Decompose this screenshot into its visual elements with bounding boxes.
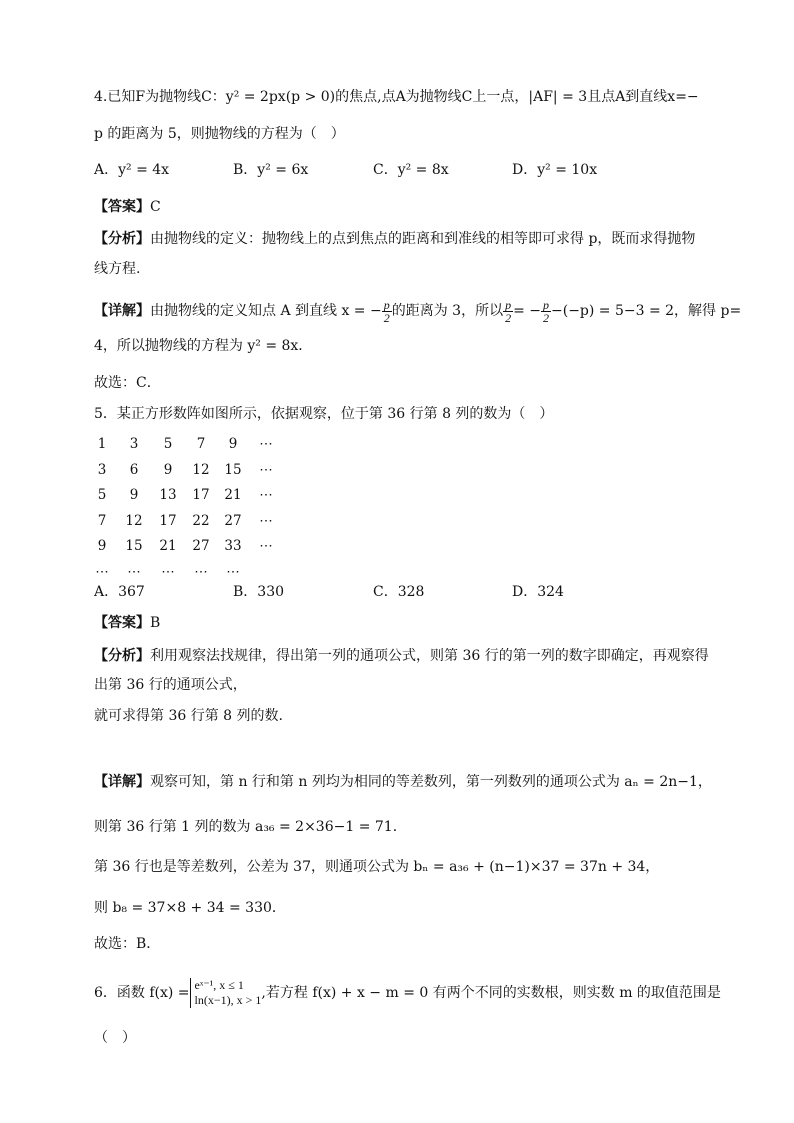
grid-cell: 3 <box>97 461 107 478</box>
analysis-tag: 【分析】 <box>94 231 150 247</box>
detail-text-4: −(−p) = 5−3 = 2，解得 p= <box>551 303 742 319</box>
grid-cell: 12 <box>125 512 143 529</box>
grid-cell: 7 <box>196 436 206 452</box>
q5-options <box>94 582 654 602</box>
answer-value: C <box>150 199 161 215</box>
grid-cell: 9 <box>129 487 139 504</box>
q5-answer <box>94 613 700 633</box>
grid-cell: 9 <box>163 461 173 478</box>
q4-option-d[interactable]: D．y² = 10x <box>512 162 598 178</box>
grid-cell: ⋯ <box>259 487 273 504</box>
q6-stem-line2: （ ） <box>94 1030 136 1046</box>
q5-option-c[interactable]: C．328 <box>373 584 425 600</box>
q4-conclusion: 故选：C． <box>94 375 161 391</box>
q6-stem-part2: ,若方程 f(x) + x − m = 0 有两个不同的实数根，则实数 m 的取值范围是 <box>261 985 721 1001</box>
piecewise-brace <box>190 978 262 1008</box>
q5-stem: 5．某正方形数阵如图所示，依据观察，位于第 36 行第 8 列的数为（ ） <box>94 406 554 422</box>
grid-cell: 7 <box>97 512 107 529</box>
analysis-text: 由抛物线的定义：抛物线上的点到焦点的距离和到准线的相等即可求得 p，既而求得抛物 <box>150 231 696 247</box>
q6-stem-line1 <box>94 975 721 1011</box>
grid-cell: 1 <box>97 436 107 452</box>
q6-stem-part1: 6．函数 f(x) = <box>94 985 190 1001</box>
grid-cell: 27 <box>192 538 210 555</box>
answer-tag: 【答案】 <box>94 199 150 215</box>
q5-option-d[interactable]: D．324 <box>512 584 564 600</box>
analysis-tag: 【分析】 <box>94 648 150 664</box>
grid-cell: ⋯ <box>259 461 273 478</box>
q5-option-a[interactable]: A．367 <box>94 584 145 600</box>
q4-options <box>94 160 654 180</box>
grid-cell: 5 <box>163 436 173 452</box>
q4-analysis-line2: 线方程. <box>94 261 141 277</box>
grid-cell: 6 <box>129 461 139 478</box>
detail-text: 观察可知，第 n 行和第 n 列均为相同的等差数列，第一列数列的通项公式为 aₙ = 2n−1， <box>150 774 712 790</box>
answer-tag: 【答案】 <box>94 615 150 631</box>
q5-detail-line4: 则 b₈ = 37×8 + 34 = 330． <box>94 900 286 916</box>
grid-cell: 9 <box>97 538 107 555</box>
grid-cell: ⋯ <box>259 436 273 452</box>
fraction: $\frac{p}{2}$ <box>505 297 512 325</box>
grid-cell: 3 <box>129 436 139 452</box>
grid-cell: 13 <box>159 487 177 504</box>
answer-value: B <box>150 615 161 631</box>
q5-detail-line3: 第 36 行也是等差数列，公差为 37，则通项公式为 bₙ = a₃₆ + (n−1)×37 = 37n + 34， <box>94 859 660 875</box>
grid-cell: 9 <box>228 436 238 452</box>
grid-cell: 33 <box>224 538 242 555</box>
q4-stem-line1: 4.已知F为抛物线C：y² = 2px(p > 0)的焦点,点A为抛物线C上一点，|AF| = 3且点A到直线x=− <box>94 89 699 105</box>
q4-analysis-line1 <box>94 229 700 249</box>
detail-text-2: 的距离为 3，所以 <box>391 303 504 319</box>
q5-analysis-line3: 就可求得第 36 行第 8 列的数. <box>94 708 283 724</box>
grid-cell: 5 <box>97 487 107 504</box>
q5-option-b[interactable]: B．330 <box>233 584 285 600</box>
piece-2: ln(x−1), x > 1 <box>194 993 262 1007</box>
grid-cell: 17 <box>159 512 177 529</box>
fraction: $\frac{p}{2}$ <box>543 297 549 325</box>
q4-detail-line2: 4，所以抛物线的方程为 y² = 8x． <box>94 338 313 354</box>
q4-option-a[interactable]: A．y² = 4x <box>94 162 170 178</box>
q4-stem-line2: p 的距离为 5，则抛物线的方程为（ ） <box>94 126 345 142</box>
detail-tag: 【详解】 <box>94 303 150 319</box>
piece-1: eˣ⁻¹, x ≤ 1 <box>194 978 244 992</box>
q5-detail-line2: 则第 36 行第 1 列的数为 a₃₆ = 2×36−1 = 71． <box>94 819 407 835</box>
grid-cell: ⋯ <box>226 563 240 580</box>
grid-cell: 21 <box>224 487 242 504</box>
q5-detail-line1 <box>94 772 712 792</box>
grid-cell: 22 <box>192 512 210 529</box>
grid-cell: ⋯ <box>259 512 273 529</box>
grid-cell: 17 <box>192 487 210 504</box>
q4-detail-line1 <box>94 297 742 325</box>
analysis-text: 利用观察法找规律，得出第一列的通项公式，则第 36 行的第一列的数字即确定，再观察得 <box>150 648 709 664</box>
detail-text-1: 由抛物线的定义知点 A 到直线 x = − <box>150 303 382 319</box>
grid-cell: ⋯ <box>127 563 141 580</box>
grid-cell: ⋯ <box>194 563 208 580</box>
q4-answer <box>94 197 700 217</box>
q5-analysis-line2: 出第 36 行的通项公式， <box>94 677 247 693</box>
grid-cell: ⋯ <box>161 563 175 580</box>
detail-text-3: = − <box>513 303 541 319</box>
grid-cell: 15 <box>224 461 242 478</box>
q4-option-b[interactable]: B．y² = 6x <box>233 162 309 178</box>
q5-conclusion: 故选：B． <box>94 936 161 952</box>
grid-cell: 21 <box>159 538 177 555</box>
detail-tag: 【详解】 <box>94 774 150 790</box>
q4-option-c[interactable]: C．y² = 8x <box>373 162 449 178</box>
grid-cell: 15 <box>125 538 143 555</box>
fraction: $\frac{p}{2}$ <box>383 297 390 325</box>
grid-cell: ⋯ <box>259 538 273 555</box>
grid-cell: ⋯ <box>95 563 109 580</box>
q5-analysis-line1 <box>94 646 709 666</box>
grid-cell: 27 <box>224 512 242 529</box>
grid-cell: 12 <box>192 461 210 478</box>
